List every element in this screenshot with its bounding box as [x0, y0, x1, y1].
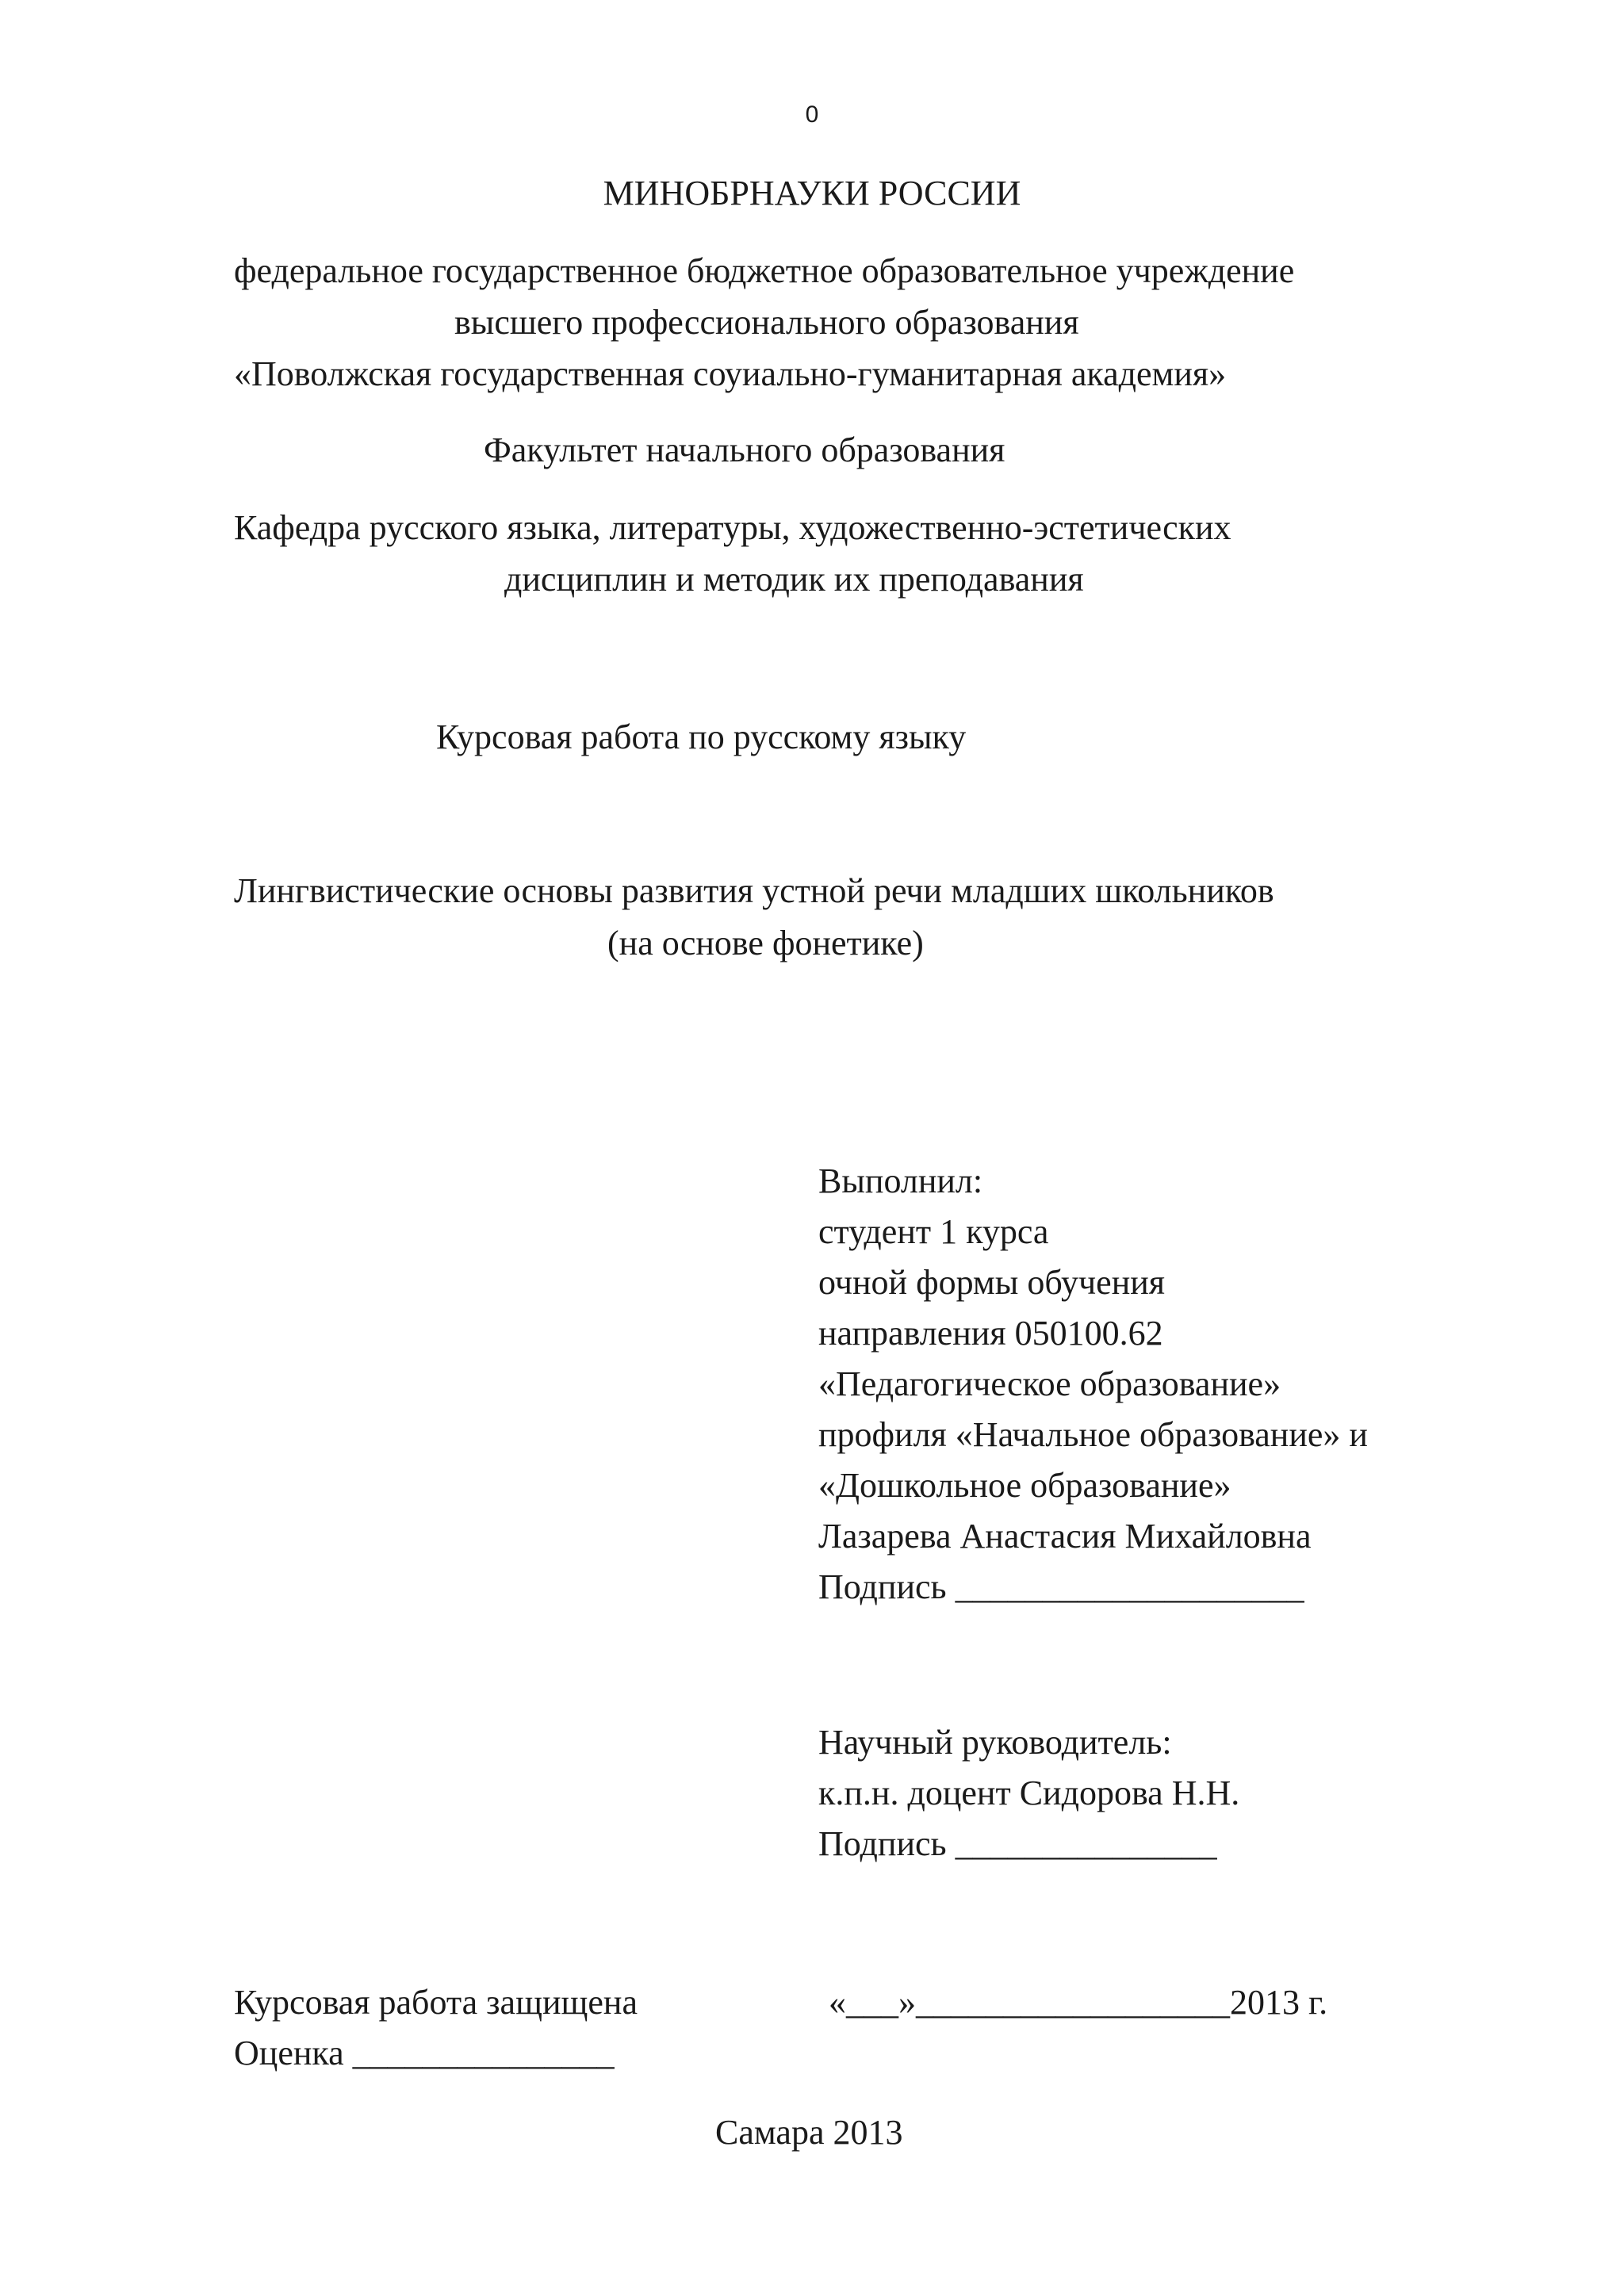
institution-line-1: федеральное государственное бюджетное образовательное учреждение [234, 251, 1295, 290]
defense-grade: Оценка _______________ [234, 2034, 615, 2072]
faculty-name: Факультет начального образования [484, 430, 1005, 469]
author-direction: направления 050100.62 [818, 1314, 1163, 1353]
department-line-1: Кафедра русского языка, литературы, художественно-эстетических [234, 508, 1231, 547]
author-direction-name: «Педагогическое образование» [818, 1364, 1281, 1403]
author-label: Выполнил: [818, 1161, 983, 1200]
work-type: Курсовая работа по русскому языку [436, 718, 967, 756]
supervisor-signature: Подпись _______________ [818, 1824, 1217, 1863]
supervisor-name: к.п.н. доцент Сидорова Н.Н. [818, 1774, 1240, 1812]
department-line-2: дисциплин и методик их преподавания [504, 560, 1084, 599]
supervisor-label: Научный руководитель: [818, 1723, 1172, 1762]
author-name: Лазарева Анастасия Михайловна [818, 1517, 1312, 1556]
defense-text: Курсовая работа защищена [234, 1983, 638, 2022]
author-signature: Подпись ____________________ [818, 1567, 1304, 1606]
ministry-heading: МИНОБРНАУКИ РОССИИ [603, 174, 1021, 212]
author-study-form: очной формы обучения [818, 1263, 1166, 1302]
author-course: студент 1 курса [818, 1212, 1049, 1251]
topic-line-2: (на основе фонетике) [607, 924, 924, 962]
author-profile-2: «Дошкольное образование» [818, 1466, 1231, 1505]
institution-line-2: высшего профессионального образования [454, 303, 1079, 342]
defense-date: «___»__________________2013 г. [829, 1983, 1328, 2022]
topic-line-1: Лингвистические основы развития устной речи младших школьников [234, 871, 1274, 910]
institution-line-3: «Поволжская государственная соуиально-гуманитарная академия» [234, 354, 1227, 393]
page-number: 0 [805, 101, 819, 128]
author-profile: профиля «Начальное образование» и [818, 1415, 1368, 1454]
footer-city-year: Самара 2013 [715, 2113, 903, 2152]
